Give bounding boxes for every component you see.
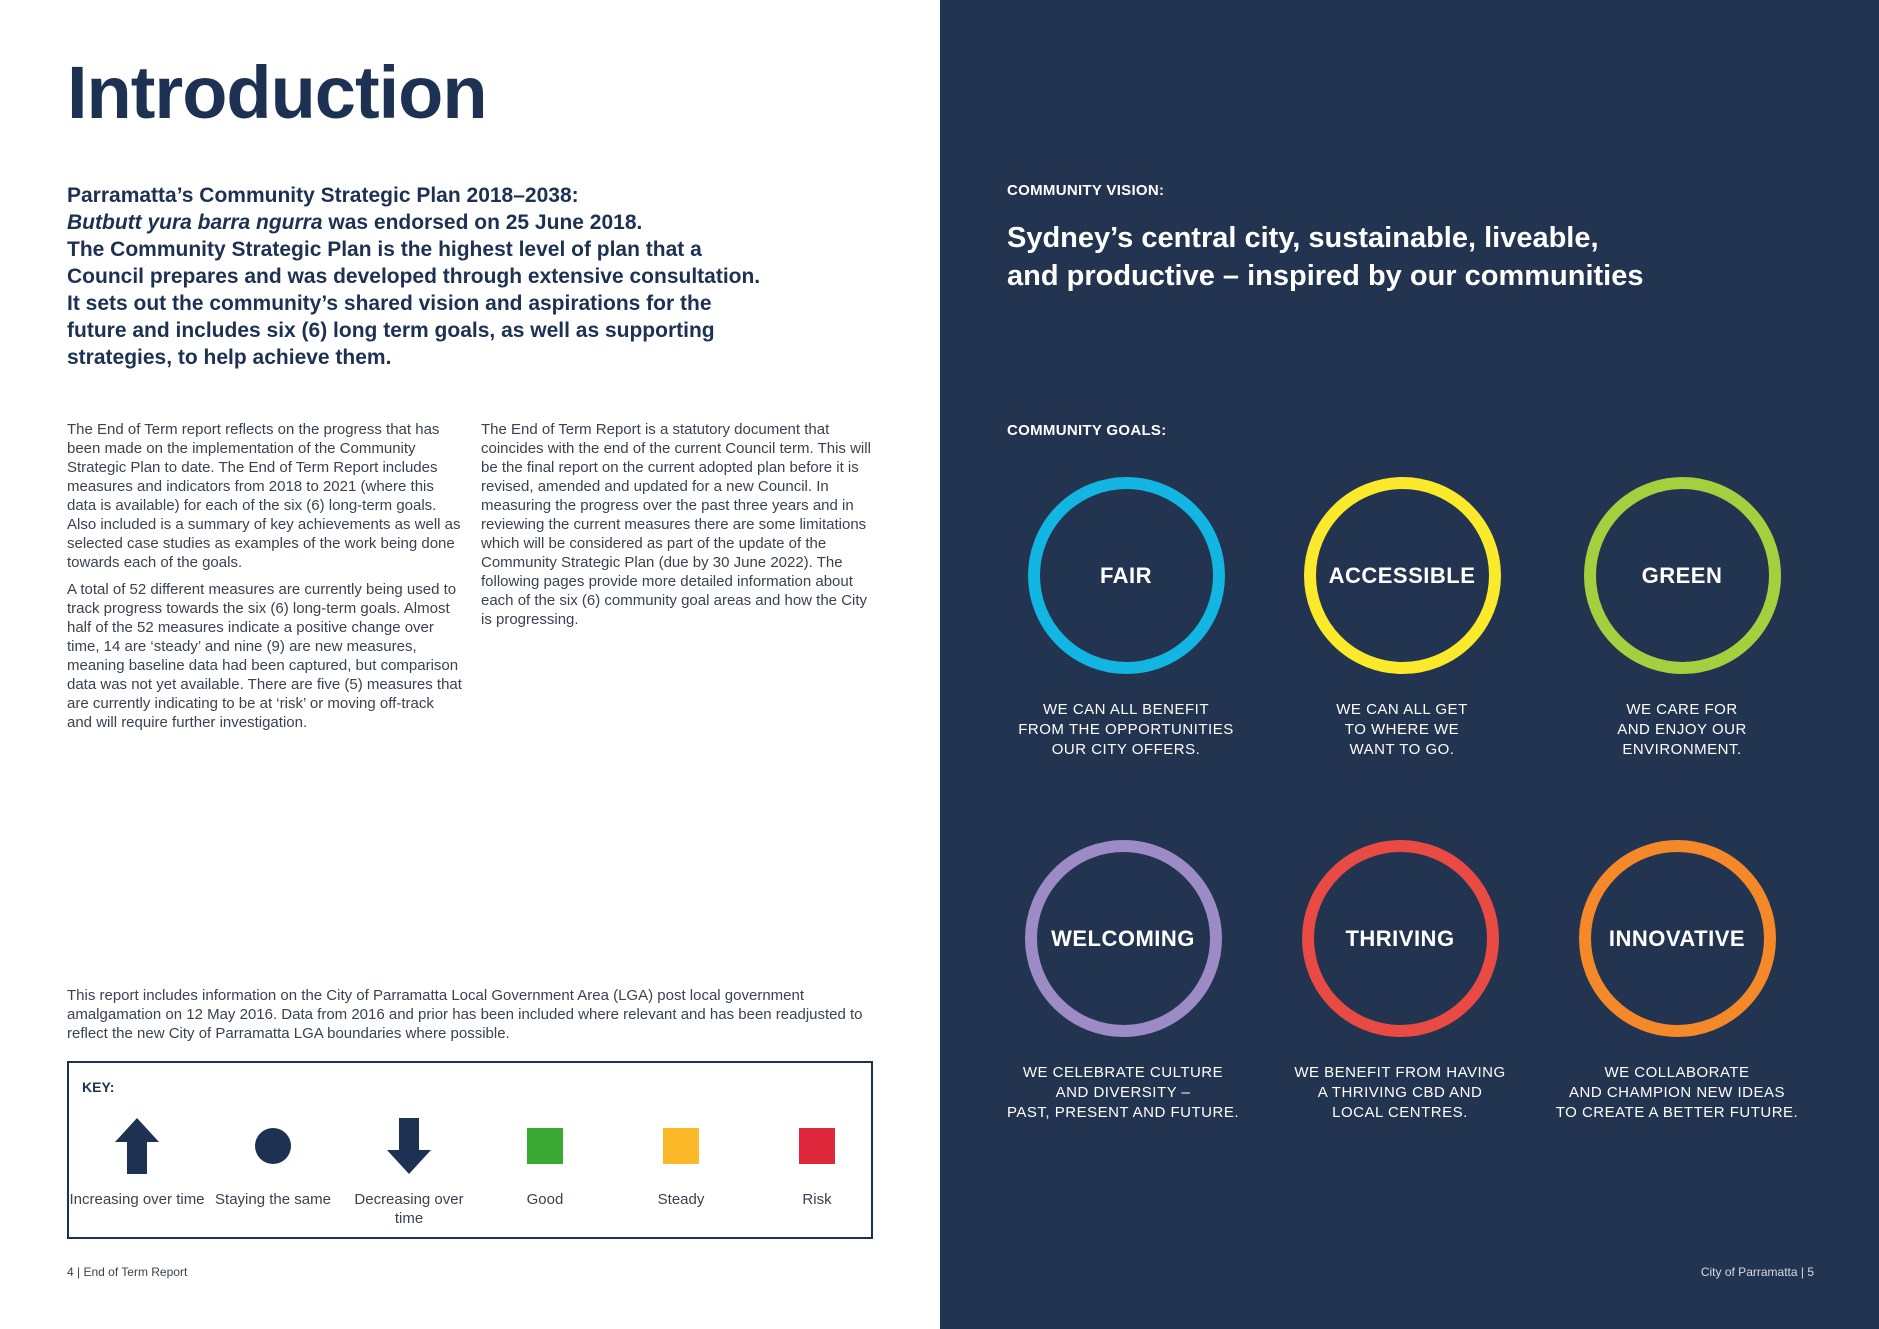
goal-accessible: [1267, 477, 1537, 760]
page-number-right: City of Parramatta | 5: [1700, 1265, 1814, 1279]
goal-welcoming: [988, 840, 1258, 1123]
arrow-down-icon: [385, 1116, 433, 1176]
green-square-icon: [527, 1128, 563, 1164]
right-page: [940, 0, 1879, 1329]
page-number-left: 4 | End of Term Report: [67, 1265, 188, 1279]
goal-ring: [1028, 477, 1225, 674]
goal-name: GREEN: [1641, 562, 1723, 588]
dot-icon: [255, 1128, 291, 1164]
lead-rest: The Community Strategic Plan is the highest level of plan that a Council prepares and was developed through extensive consultation. It sets out the community’s shared vision and aspirations for the future and includes six (6) long term goals, as well as supporting strategies, to help achieve them.: [67, 238, 761, 369]
key-item-increasing: [69, 1113, 205, 1209]
red-square-icon: [799, 1128, 835, 1164]
col2-paragraph-1: The End of Term Report is a statutory document that coincides with the end of the current Council term. This will be the final report on the current adopted plan before it is revised, amended and updated for a new Council. In measuring the progress over the past three years and in reviewing the current measures there are some limitations which will be considered as part of the update of the Community Strategic Plan (due by 30 June 2022). The following pages provide more detailed information about each of the six (6) community goal areas and how the City is progressing.: [481, 421, 871, 628]
body-column-1: [67, 420, 462, 740]
goal-ring: [1304, 477, 1501, 674]
lead-line-2: [67, 209, 767, 236]
goal-description: WE BENEFIT FROM HAVING A THRIVING CBD AND LOCAL CENTRES.: [1294, 1064, 1506, 1121]
col1-paragraph-1: The End of Term report reflects on the progress that has been made on the implementation of the Community Strategic Plan to date. The End of Term Report includes measures and indicators from 2018 to 2021 (where this data is available) for each of the six (6) long-term goals. Also included is a summary of key achievements as well as selected case studies as examples of the work being done towards each of the goals.: [67, 421, 461, 571]
lead-line-1: Parramatta’s Community Strategic Plan 2018–2038:: [67, 184, 579, 207]
goal-ring: [1302, 840, 1499, 1037]
intro-lead: [67, 182, 767, 371]
key-item-steady: [613, 1113, 749, 1209]
key-legend: [67, 1061, 873, 1239]
goal-ring: [1579, 840, 1776, 1037]
vision-label: COMMUNITY VISION:: [1007, 182, 1165, 199]
goal-name: WELCOMING: [1051, 925, 1195, 951]
goal-ring: [1025, 840, 1222, 1037]
goal-description: WE CAN ALL BENEFIT FROM THE OPPORTUNITIES OUR CITY OFFERS.: [1018, 701, 1234, 758]
goal-name: THRIVING: [1345, 925, 1455, 951]
lga-footnote: This report includes information on the City of Parramatta Local Government Area (LGA) post local government amalgamation on 12 May 2016. Data from 2016 and prior has been included where relevant and has been readjusted to reflect the new City of Parramatta LGA boundaries where possible.: [67, 987, 863, 1042]
key-label: Decreasing over time: [354, 1191, 464, 1227]
goal-description: WE CAN ALL GET TO WHERE WE WANT TO GO.: [1336, 701, 1468, 758]
col1-paragraph-2: A total of 52 different measures are currently being used to track progress towards the six (6) long-term goals. Almost half of the 52 measures indicate a positive change over time, 14 are ‘steady’ and nine (9) are new measures, meaning baseline data had been captured, but comparison data was not yet available. There are five (5) measures that are currently indicating to be at ‘risk’ or moving off-track and will require further investigation.: [67, 581, 462, 731]
key-item-risk: [749, 1113, 885, 1209]
goal-ring: [1584, 477, 1781, 674]
vision-statement: [1007, 219, 1767, 295]
page-title: Introduction: [67, 51, 487, 134]
key-item-decreasing: [341, 1113, 477, 1228]
goal-thriving: [1265, 840, 1535, 1123]
arrow-up-icon: [113, 1116, 161, 1176]
key-item-steady-trend: [205, 1113, 341, 1209]
body-column-2: [481, 420, 881, 637]
key-label: Increasing over time: [69, 1191, 205, 1208]
key-label: Staying the same: [215, 1191, 331, 1208]
vision-line-2: and productive – inspired by our communities: [1007, 260, 1644, 292]
goal-green: [1547, 477, 1817, 760]
goals-label: COMMUNITY GOALS:: [1007, 422, 1167, 439]
goal-description: WE CELEBRATE CULTURE AND DIVERSITY – PAST, PRESENT AND FUTURE.: [1007, 1064, 1239, 1121]
key-item-good: [477, 1113, 613, 1209]
lead-line-2-rest: was endorsed on 25 June 2018.: [322, 211, 643, 234]
goal-fair: [991, 477, 1261, 760]
amber-square-icon: [663, 1128, 699, 1164]
key-label: Risk: [802, 1191, 832, 1208]
vision-line-1: Sydney’s central city, sustainable, liveable,: [1007, 222, 1599, 254]
key-label: Steady: [657, 1191, 705, 1208]
goal-description: WE COLLABORATE AND CHAMPION NEW IDEAS TO CREATE A BETTER FUTURE.: [1555, 1064, 1799, 1121]
goal-name: INNOVATIVE: [1608, 925, 1746, 951]
goal-description: WE CARE FOR AND ENJOY OUR ENVIRONMENT.: [1617, 701, 1747, 758]
goal-innovative: [1542, 840, 1812, 1123]
key-label: Good: [526, 1191, 564, 1208]
goal-name: FAIR: [1099, 562, 1153, 588]
plan-name: Butbutt yura barra ngurra: [67, 211, 323, 234]
goal-name: ACCESSIBLE: [1328, 562, 1476, 588]
key-title: KEY:: [82, 1079, 115, 1095]
